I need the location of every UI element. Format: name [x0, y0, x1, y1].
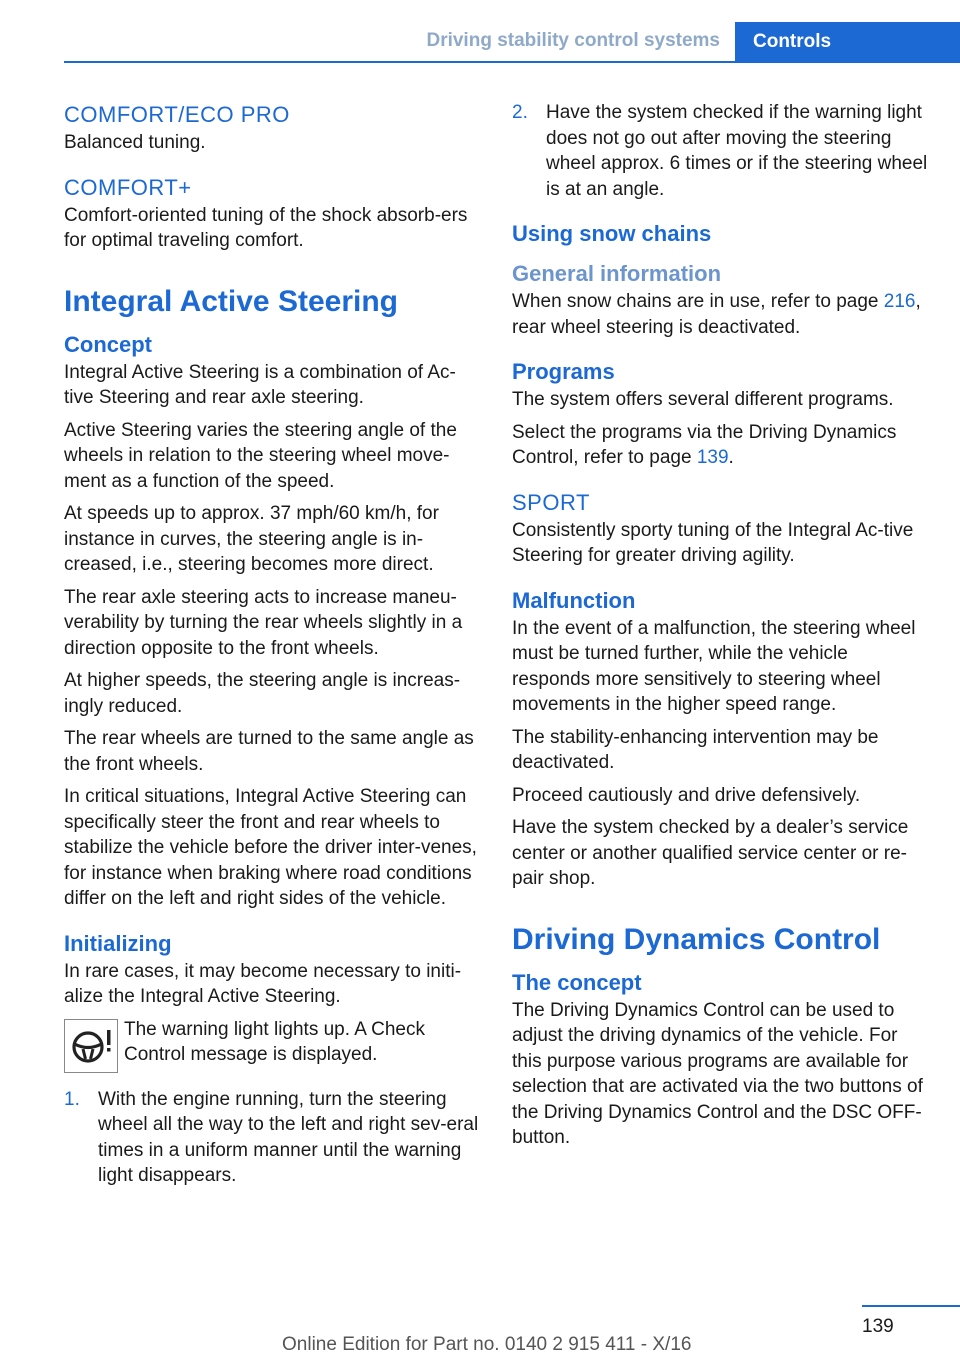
concept-paragraph: Active Steering varies the steering angle of the wheels in relation to the steering wheel move-ment as a function of the speed.: [64, 419, 457, 492]
the-concept-text: The Driving Dynamics Control can be used to adjust the driving dynamics of the vehicle. For this purpose various programs are available for selection that are activated via the two buttons of the Driving Dynamics Control and the DSC OFF-button.: [512, 999, 923, 1148]
warning-light-text: The warning light lights up. A Check Control message is displayed.: [124, 1018, 426, 1065]
malfunction-paragraph: In the event of a malfunction, the steering wheel must be turned further, while the vehicle responds more sensitively to steering wheel movements in the higher speed range.: [512, 617, 916, 715]
page-link[interactable]: 216: [883, 291, 916, 312]
malfunction-heading: Malfunction: [512, 587, 636, 613]
step-text: Have the system checked if the warning light does not go out after moving the steering wheel approx. 6 times or if the steering wheel is at an angle.: [546, 102, 928, 200]
page-number: 139: [862, 1316, 894, 1337]
sport-heading: SPORT: [512, 489, 590, 515]
page-number-rule: [862, 1305, 960, 1307]
concept-paragraph: The rear axle steering acts to increase maneu-verability by turning the rear wheels slightly in a direction opposite to the front wheels.: [64, 586, 463, 659]
comfort-plus-heading: COMFORT+: [64, 174, 192, 200]
malfunction-paragraph: Proceed cautiously and drive defensively.: [512, 784, 861, 806]
page-link[interactable]: 139: [696, 447, 729, 468]
list-item: [64, 1087, 480, 1189]
comfort-plus-text: Comfort-oriented tuning of the shock absorb-ers for optimal traveling comfort.: [64, 204, 468, 251]
list-item: [512, 100, 928, 202]
concept-paragraph: At speeds up to approx. 37 mph/60 km/h, for instance in curves, the steering angle is in-creased, i.e., steering becomes more direct.: [64, 503, 439, 575]
step-text: With the engine running, turn the steering wheel all the way to the left and right sev-eral times in a uniform manner until the warning light disappears.: [98, 1088, 479, 1186]
left-column: [64, 100, 480, 1196]
general-information-heading: General information: [512, 261, 722, 286]
concept-paragraph: At higher speeds, the steering angle is increas-ingly reduced.: [64, 670, 461, 717]
step-number: 2.: [512, 102, 528, 123]
initializing-heading: Initializing: [64, 930, 172, 956]
header-chapter-tab: Controls: [735, 22, 960, 63]
edition-footer: Online Edition for Part no. 0140 2 915 411 - X/16: [282, 1334, 692, 1355]
step-number: 1.: [64, 1088, 80, 1110]
header-rule: [64, 61, 960, 63]
snow-chains-heading: Using snow chains: [512, 221, 712, 246]
sport-text: Consistently sporty tuning of the Integral Ac-tive Steering for greater driving agility.: [512, 519, 914, 566]
comfort-eco-pro-text: Balanced tuning.: [64, 132, 206, 153]
header-section-title: Driving stability control systems: [426, 30, 720, 51]
steering-warning-icon: [64, 1019, 118, 1073]
malfunction-paragraph: Have the system checked by a dealer’s service center or another qualified service center or re-pair shop.: [512, 817, 909, 889]
concept-paragraph: Integral Active Steering is a combination of Ac-tive Steering and rear axle steering.: [64, 361, 456, 408]
concept-heading: Concept: [64, 331, 152, 357]
malfunction-paragraph: The stability-enhancing intervention may be deactivated.: [512, 726, 879, 773]
driving-dynamics-control-title: Driving Dynamics Control: [512, 922, 881, 956]
concept-paragraph: The rear wheels are turned to the same angle as the front wheels.: [64, 728, 474, 775]
concept-paragraph: In critical situations, Integral Active Steering can specifically steer the front and rear wheels to stabilize the vehicle before the driver inter-venes, for instance when braking where road conditions differ on the left and right sides of the vehicle.: [64, 786, 477, 909]
programs-heading: Programs: [512, 359, 615, 384]
warning-light-note: [64, 1017, 480, 1073]
general-information-text: When snow chains are in use, refer to page 216, rear wheel steering is deactivated.: [512, 291, 921, 338]
the-concept-heading: The concept: [512, 969, 642, 995]
integral-active-steering-title: Integral Active Steering: [64, 284, 398, 318]
programs-text: Select the programs via the Driving Dynamics Control, refer to page 139.: [512, 421, 897, 468]
right-column: [512, 100, 928, 1158]
comfort-eco-pro-heading: COMFORT/ECO PRO: [64, 102, 290, 127]
initializing-text: In rare cases, it may become necessary to initi-alize the Integral Active Steering.: [64, 960, 462, 1007]
programs-text: The system offers several different programs.: [512, 389, 894, 410]
